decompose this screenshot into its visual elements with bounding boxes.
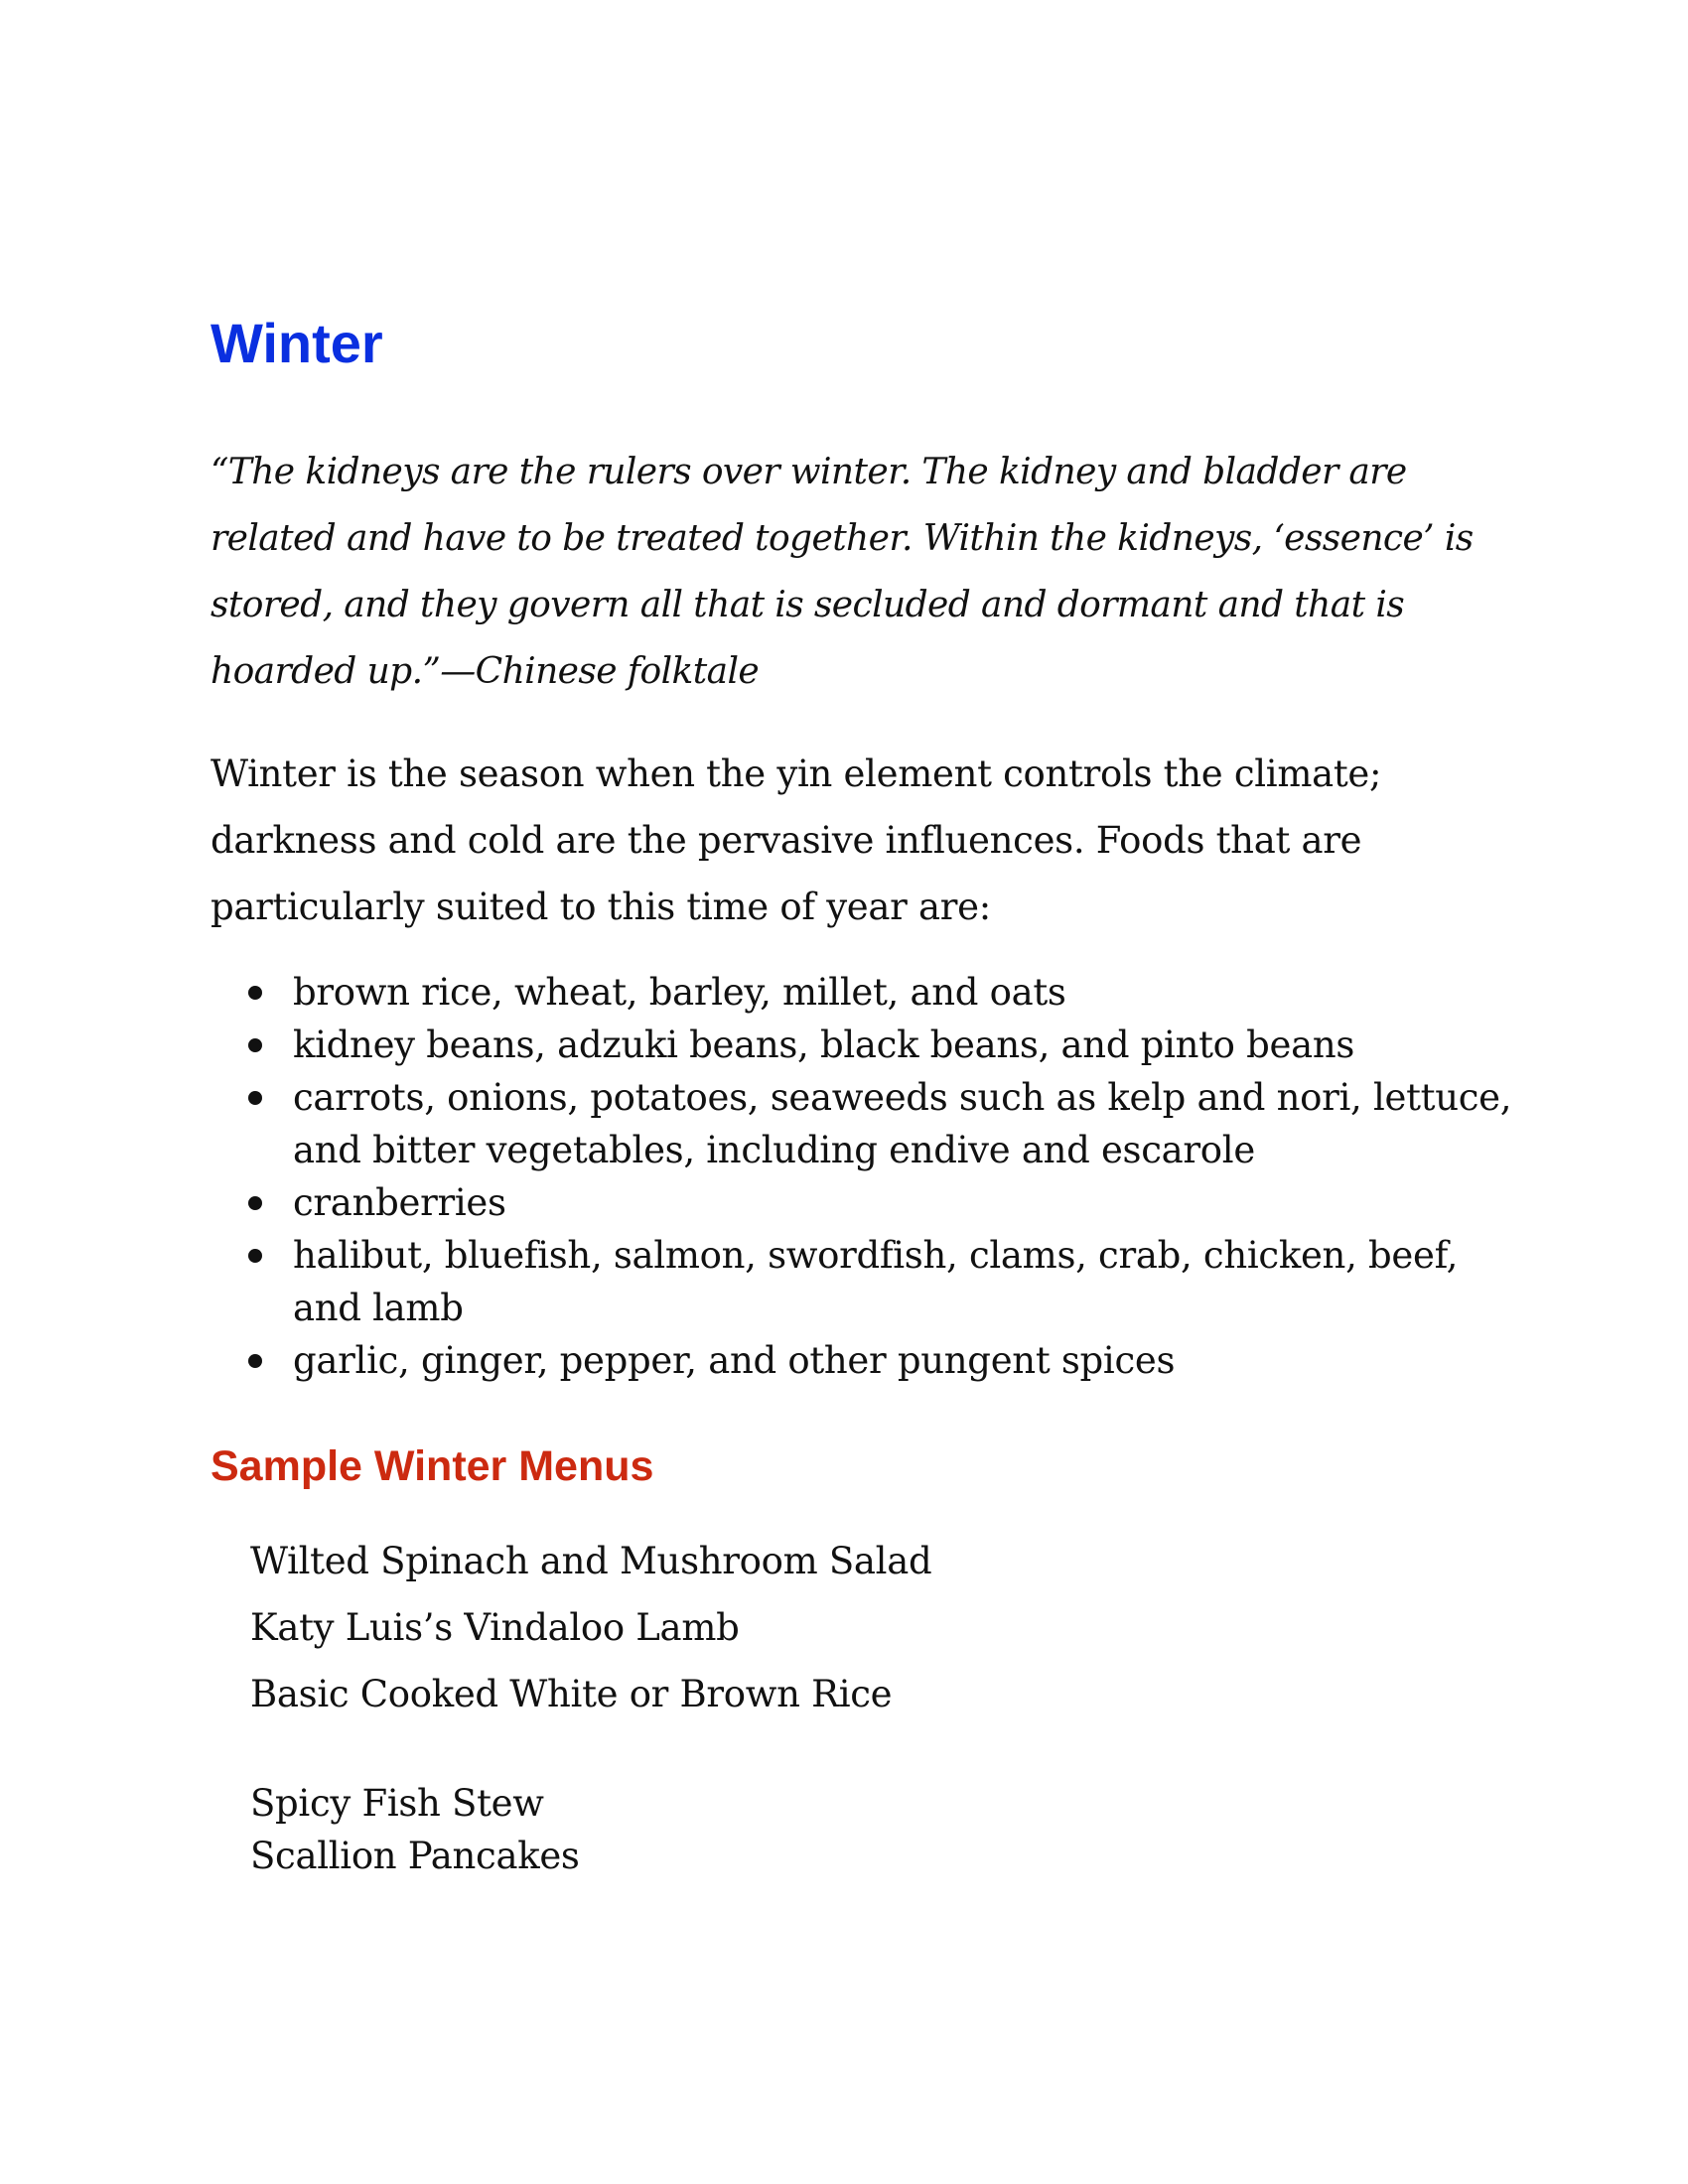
list-item — [211, 1229, 1524, 1334]
page — [211, 308, 1512, 1882]
menu-item: Scallion Pancakes — [250, 1835, 580, 1877]
list-item-text: cranberries — [293, 1181, 506, 1224]
intro-paragraph: Winter is the season when the yin element controls the climate; darkness and cold are the pervasive influences. Foods that are particularly suited to this time of year are: — [211, 752, 1382, 928]
bullet-icon — [248, 1091, 262, 1105]
menu-item: Wilted Spinach and Mushroom Salad — [250, 1540, 932, 1582]
list-item — [211, 1071, 1524, 1176]
list-item — [211, 1334, 1524, 1387]
list-item-text: brown rice, wheat, barley, millet, and oats — [293, 971, 1066, 1014]
list-item-text: kidney beans, adzuki beans, black beans, and pinto beans — [293, 1024, 1355, 1066]
section-heading: Sample Winter Menus — [211, 1442, 654, 1490]
food-list — [211, 966, 1512, 1387]
bullet-icon — [248, 1038, 262, 1052]
epigraph-quote: “The kidneys are the rulers over winter. The kidney and bladder are related and have to be treated together. Within the kidneys, ‘essence’ is stored, and they govern all that is secluded and dormant and that is hoarded up.”—Chinese folktale — [211, 452, 1474, 692]
list-item-text: halibut, bluefish, salmon, swordfish, clams, crab, chicken, beef, and lamb — [293, 1234, 1459, 1329]
menu-group-1 — [250, 1528, 1501, 1727]
list-item-text: carrots, onions, potatoes, seaweeds such as kelp and nori, lettuce, and bitter vegetables, including endive and escarole — [293, 1076, 1512, 1171]
menu-item: Katy Luis’s Vindaloo Lamb — [250, 1606, 740, 1649]
list-item-text: garlic, ginger, pepper, and other pungent spices — [293, 1339, 1176, 1382]
bullet-icon — [248, 1249, 262, 1263]
list-item — [211, 1019, 1524, 1071]
menu-item: Spicy Fish Stew — [250, 1782, 544, 1825]
menu-group-2 — [250, 1777, 1501, 1882]
bullet-icon — [248, 1196, 262, 1210]
list-item — [211, 1176, 1524, 1229]
list-item — [211, 966, 1524, 1019]
bullet-icon — [248, 1354, 262, 1368]
page-title: Winter — [211, 312, 383, 374]
bullet-icon — [248, 986, 262, 1000]
menu-item: Basic Cooked White or Brown Rice — [250, 1673, 893, 1715]
